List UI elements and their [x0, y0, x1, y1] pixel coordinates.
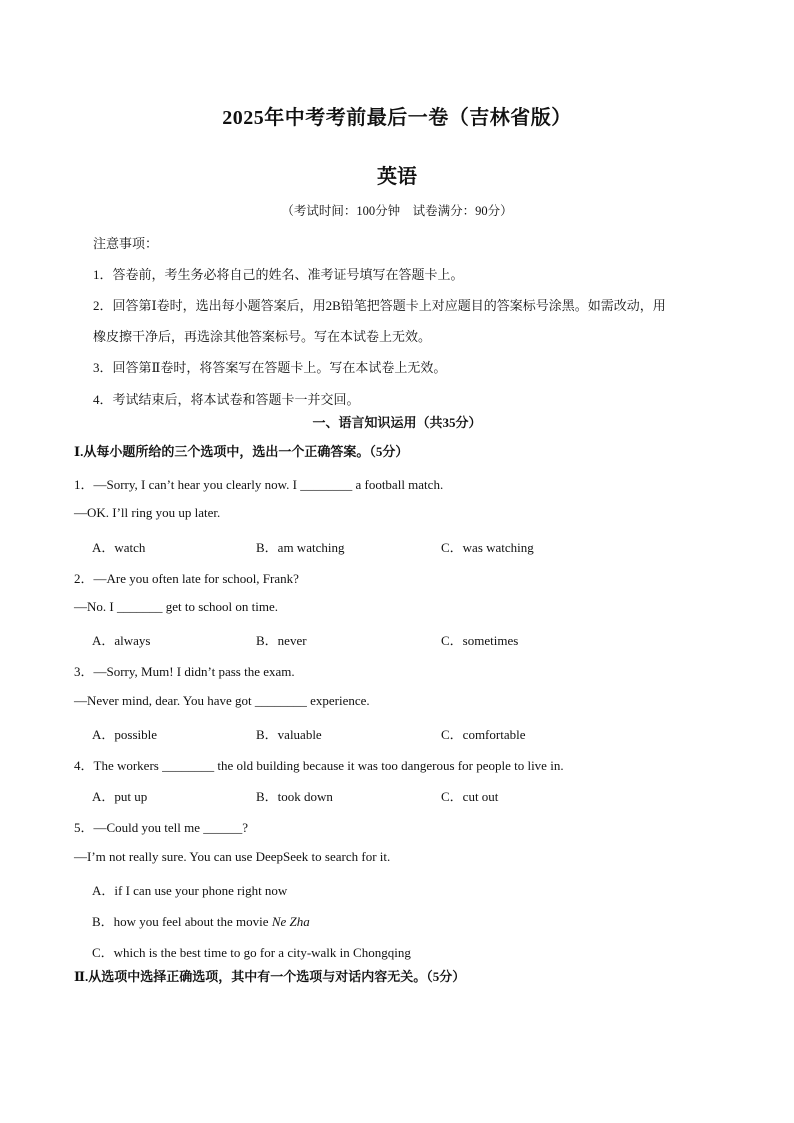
note-item: 1．答卷前，考生务必将自己的姓名、准考证号填写在答题卡上。	[93, 267, 464, 282]
question-5-line: 5．—Could you tell me ______?	[74, 820, 249, 835]
note-item: 橡皮擦干净后，再选涂其他答案标号。写在本试卷上无效。	[93, 329, 432, 344]
question-1-line: 1．—Sorry, I can’t hear you clearly now. I ________ a football match.	[74, 477, 444, 492]
note-item: 4．考试结束后，将本试卷和答题卡一并交回。	[93, 392, 360, 407]
question-2-line: 2．—Are you often late for school, Frank?	[74, 571, 299, 586]
subject-title: 英语	[377, 166, 417, 188]
q5-option-c[interactable]: C．which is the best time to go for a city-walk in Chongqing	[92, 945, 411, 960]
q1-option-b[interactable]: B．am watching	[256, 540, 345, 555]
q4-option-b[interactable]: B．took down	[256, 789, 333, 804]
question-1-reply: —OK. I’ll ring you up later.	[74, 505, 221, 520]
q1-option-c[interactable]: C．was watching	[441, 540, 534, 555]
movie-title: Ne Zha	[271, 914, 310, 929]
question-4-line: 4．The workers ________ the old building because it was too dangerous for people to live in.	[74, 758, 564, 773]
question-3-reply: —Never mind, dear. You have got ________ experience.	[74, 693, 370, 708]
q5-option-b-text: B．how you feel about the movie	[92, 914, 272, 929]
section-heading: 一、语言知识运用（共35分）	[312, 415, 482, 430]
part2-instruction: Ⅱ.从选项中选择正确选项，其中有一个选项与对话内容无关。（5分）	[74, 969, 466, 984]
notes-heading: 注意事项：	[93, 236, 159, 251]
question-3-line: 3．—Sorry, Mum! I didn’t pass the exam.	[74, 664, 295, 679]
q4-option-a[interactable]: A．put up	[92, 789, 148, 804]
note-item: 3．回答第Ⅱ卷时，将答案写在答题卡上。写在本试卷上无效。	[93, 360, 447, 375]
q4-option-c[interactable]: C．cut out	[441, 789, 499, 804]
q1-option-a[interactable]: A．watch	[92, 540, 146, 555]
q2-option-c[interactable]: C．sometimes	[441, 633, 519, 648]
q5-option-a[interactable]: A．if I can use your phone right now	[92, 883, 288, 898]
question-2-reply: —No. I _______ get to school on time.	[74, 599, 279, 614]
q3-option-c[interactable]: C．comfortable	[441, 727, 526, 742]
q3-option-b[interactable]: B．valuable	[256, 727, 322, 742]
q2-option-a[interactable]: A．always	[92, 633, 151, 648]
exam-info: （考试时间：100分钟 试卷满分：90分）	[281, 204, 513, 218]
exam-title: 2025年中考考前最后一卷（吉林省版）	[222, 107, 572, 129]
q2-option-b[interactable]: B．never	[256, 633, 307, 648]
note-item: 2．回答第Ⅰ卷时，选出每小题答案后，用2B铅笔把答题卡上对应题目的答案标号涂黑。如需改动，用	[93, 298, 666, 313]
part1-instruction: Ⅰ.从每小题所给的三个选项中，选出一个正确答案。（5分）	[74, 444, 409, 459]
q5-option-b[interactable]	[92, 911, 310, 930]
question-5-reply: —I’m not really sure. You can use DeepSeek to search for it.	[74, 849, 391, 864]
q3-option-a[interactable]: A．possible	[92, 727, 158, 742]
